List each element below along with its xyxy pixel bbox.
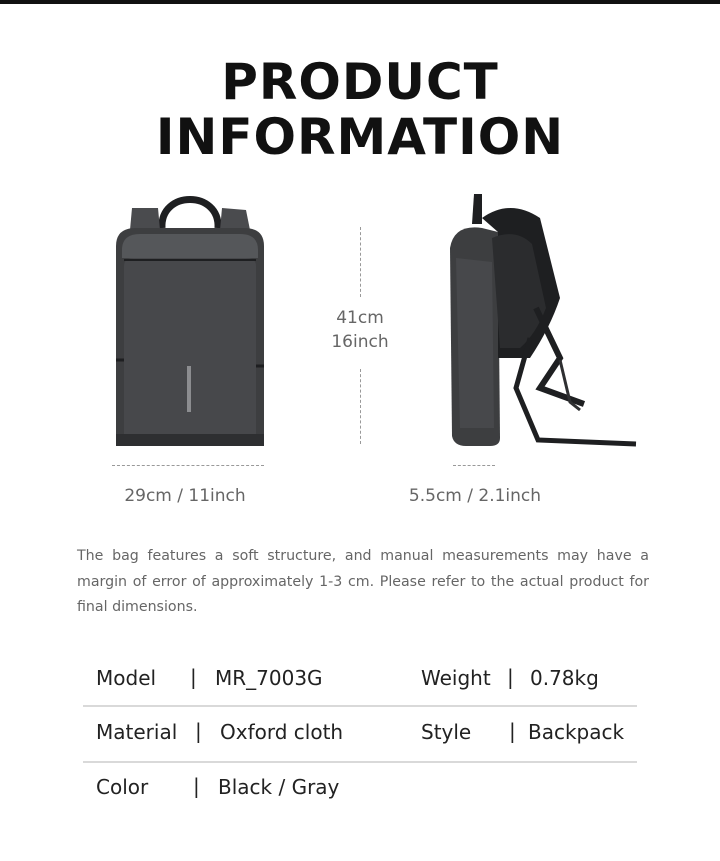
backpack-front-image <box>100 190 280 452</box>
width-label: 29cm / 11inch <box>124 486 246 506</box>
height-dashed-line-bottom <box>360 369 361 444</box>
width-dashed-line <box>112 465 264 466</box>
model-value: MR_7003G <box>215 666 323 690</box>
material-value: Oxford cloth <box>220 720 344 744</box>
separator: | <box>509 719 516 743</box>
color-value: Black / Gray <box>218 775 340 799</box>
color-label: Color <box>96 775 149 799</box>
spec-row-model-weight <box>83 652 637 706</box>
height-dashed-line-top <box>360 227 361 297</box>
weight-label: Weight <box>421 666 491 690</box>
material-label: Material <box>96 720 178 744</box>
backpack-side-image <box>420 188 642 452</box>
separator: | <box>190 665 197 689</box>
separator: | <box>193 774 200 798</box>
separator: | <box>507 665 514 689</box>
depth-label: 5.5cm / 2.1inch <box>408 486 542 506</box>
depth-dashed-line <box>453 465 495 466</box>
top-border <box>0 0 720 4</box>
weight-value: 0.78kg <box>530 666 599 690</box>
height-inch-label: 16inch <box>331 332 389 352</box>
measurement-note: The bag features a soft structure, and manual measurements may have a margin of error of approximately 1-3 cm. Please refer to the actual product for final dimensions. <box>77 548 649 615</box>
spec-row-color <box>83 761 637 815</box>
spec-row-material-style <box>83 706 637 760</box>
style-label: Style <box>421 720 472 744</box>
title-line-2: INFORMATION <box>155 108 565 166</box>
style-value: Backpack <box>528 720 625 744</box>
height-cm-label: 41cm <box>336 308 384 328</box>
model-label: Model <box>96 666 157 690</box>
separator: | <box>195 719 202 743</box>
title-line-1: PRODUCT <box>221 53 499 111</box>
